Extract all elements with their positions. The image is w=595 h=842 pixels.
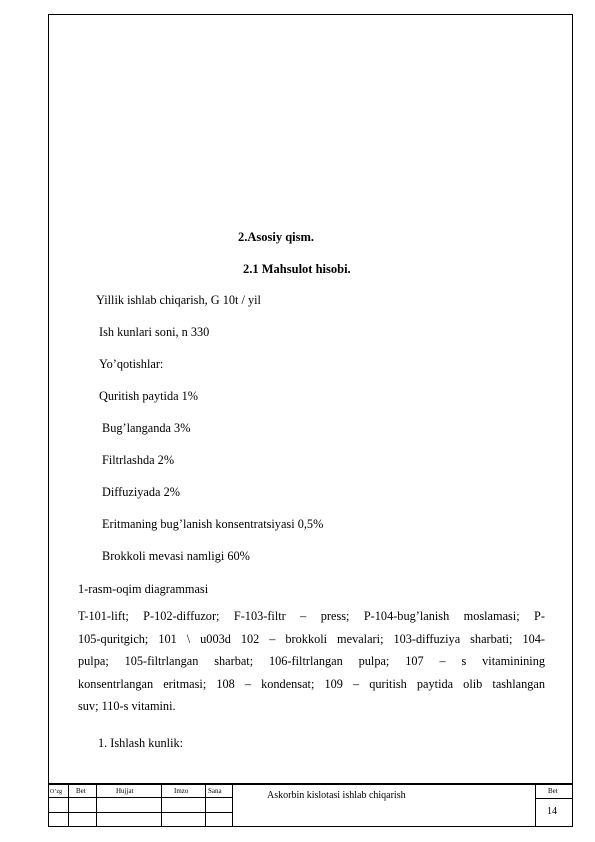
legend-line: pulpa; 105-filtrlangan sharbat; 106-filtrlangan pulpa; 107 – s vitaminining bbox=[78, 654, 545, 668]
param-filtration-loss: Filtrlashda 2% bbox=[102, 453, 175, 467]
stamp-hujjat-label: Hujjat bbox=[116, 787, 134, 795]
stamp-sana-label: Sana bbox=[208, 787, 222, 795]
legend-line: konsentrlangan eritmasi; 108 – kondensat; 109 – quritish paytida olib tashlangan bbox=[78, 676, 545, 691]
section-heading: 2.Asosiy qism. bbox=[238, 230, 315, 244]
title-block bbox=[48, 783, 573, 827]
diagram-legend bbox=[78, 605, 545, 718]
param-concentration: Eritmaning bug’lanish konsentratsiyasi 0,5% bbox=[102, 517, 324, 531]
figure-caption: 1-rasm-oqim diagrammasi bbox=[78, 582, 209, 596]
param-evaporation-loss: Bug’langanda 3% bbox=[102, 421, 191, 435]
stamp-imzo-label: Imzo bbox=[174, 787, 189, 795]
legend-line: suv; 110-s vitamini. bbox=[78, 699, 176, 713]
param-annual-output: Yillik ishlab chiqarish, G 10t / yil bbox=[96, 293, 261, 307]
list-item-working-daily: 1. Ishlash kunlik: bbox=[98, 736, 184, 750]
param-working-days: Ish kunlari soni, n 330 bbox=[99, 325, 210, 339]
stamp-ozg-label: O’zg bbox=[50, 789, 62, 795]
legend-line: 105-quritgich; 101 \ u003d 102 – brokkoli mevalari; 103-diffuziya sharbati; 104- bbox=[78, 631, 545, 646]
stamp-bet-label: Bet bbox=[76, 787, 86, 795]
param-drying-loss: Quritish paytida 1% bbox=[99, 389, 199, 403]
stamp-page-number: 14 bbox=[547, 806, 557, 817]
legend-line: T-101-lift; P-102-diffuzor; F-103-filtr – press; P-104-bug’lanish moslamasi; P- bbox=[78, 609, 545, 623]
section-subheading: 2.1 Mahsulot hisobi. bbox=[243, 262, 351, 276]
param-diffusion-loss: Diffuziyada 2% bbox=[102, 485, 180, 499]
stamp-page-label: Bet bbox=[548, 787, 558, 795]
stamp-document-title: Askorbin kislotasi ishlab chiqarish bbox=[267, 790, 406, 801]
param-moisture: Brokkoli mevasi namligi 60% bbox=[102, 549, 250, 563]
param-losses-label: Yo’qotishlar: bbox=[99, 357, 164, 371]
